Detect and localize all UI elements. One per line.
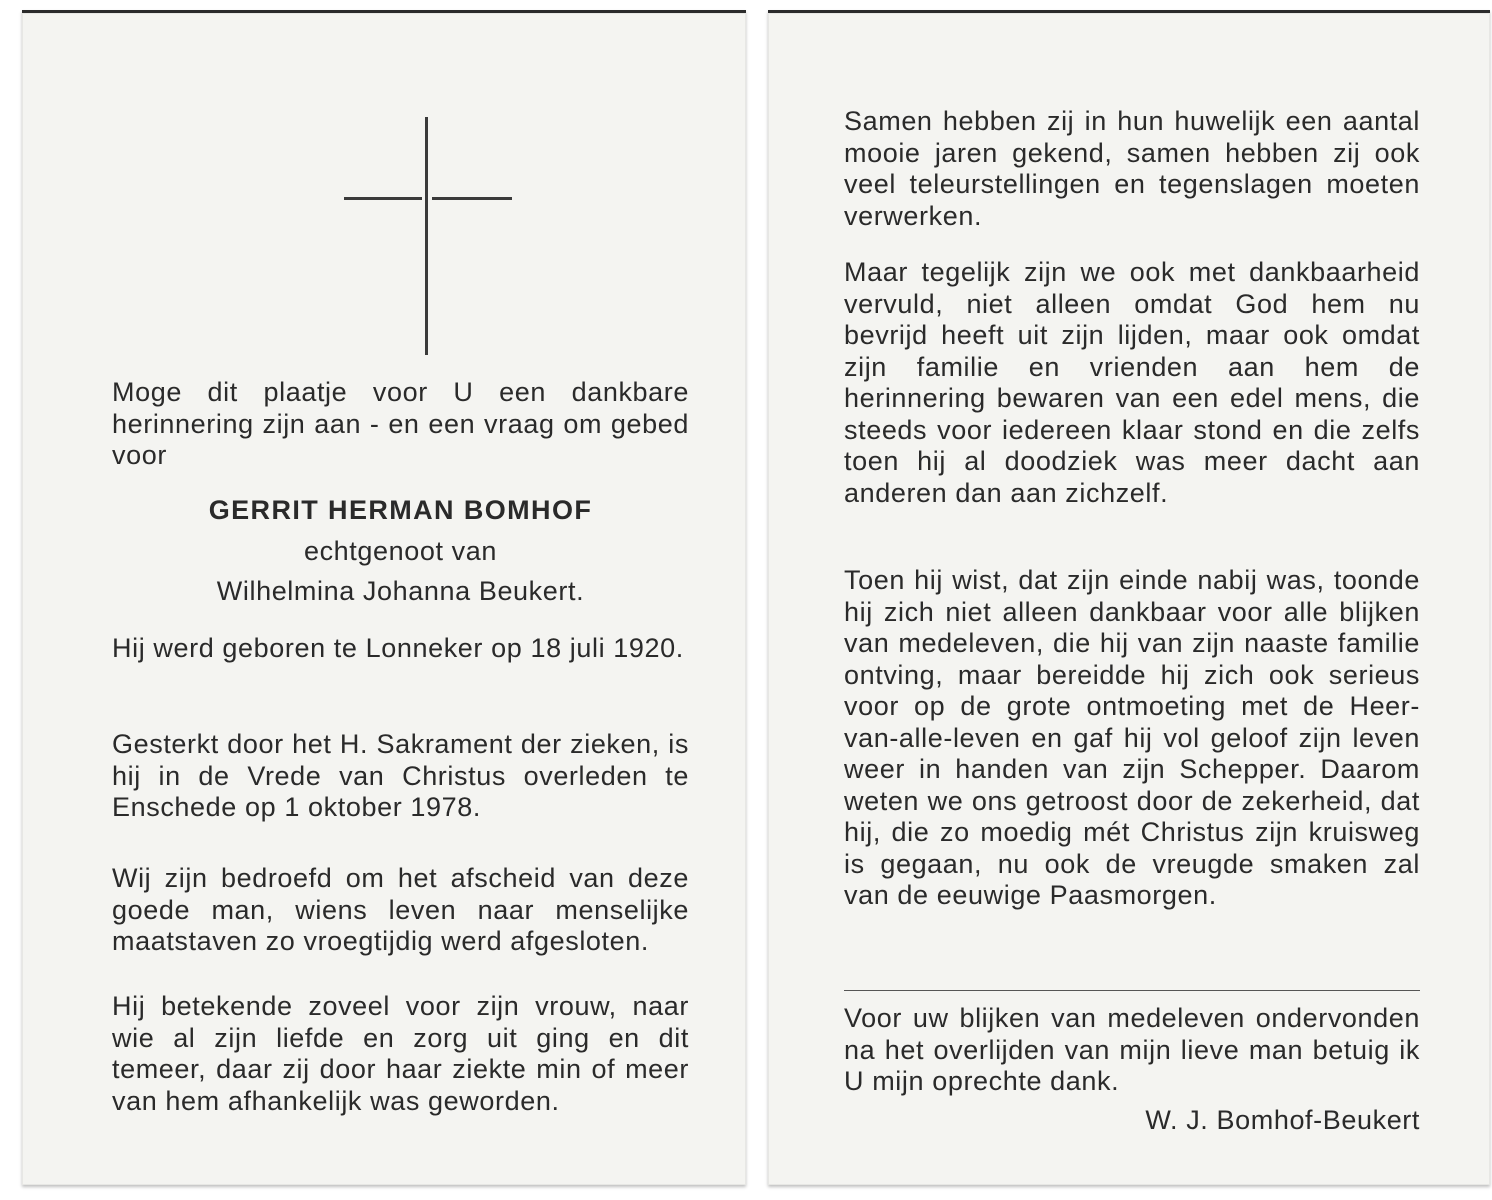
paragraph-devotion: Hij betekende zoveel voor zijn vrouw, naar wie al zijn liefde en zorg uit ging en dit temeer, daar zij door haar ziekte min of meer van hem afhankelijk was geworden. bbox=[112, 991, 689, 1116]
paragraph-grief: Wij zijn bedroefd om het afscheid van deze goede man, wiens leven naar menselijke maatstaven zo vroegtijdig werd afgesloten. bbox=[112, 863, 689, 956]
deceased-name: GERRIT HERMAN BOMHOF bbox=[208, 495, 593, 525]
paragraph-marriage: Samen hebben zij in hun huwelijk een aantal mooie jaren gekend, samen hebben zij ook veel teleurstellingen en tegenslagen moeten verwerken. bbox=[844, 106, 1420, 231]
paragraph-faith: Toen hij wist, dat zijn einde nabij was, toonde hij zich niet alleen dankbaar voor alle blijken van medeleven, die hij van zijn naaste familie ontving, maar bereidde hij zich ook serieus voor op de grote ontmoeting met de Heer-van-alle-leven en gaf hij vol geloof zijn leven weer in handen van zijn Schepper. Daarom weten we ons getroost door de zekerheid, dat hij, die zo moedig mét Christus zijn kruisweg is gegaan, nu ook de vreugde smaken zal van de eeuwige Paasmorgen. bbox=[844, 565, 1420, 910]
divider-line bbox=[844, 990, 1420, 991]
spouse-name: Wilhelmina Johanna Beukert. bbox=[216, 576, 585, 606]
paragraph-gratitude: Maar tegelijk zijn we ook met dankbaarheid vervuld, niet alleen omdat God hem nu bevrijd heeft uit zijn lijden, maar ook omdat zijn familie en vrienden aan hem de herinnering bewaren van een edel mens, die steeds voor iedereen klaar stond en die zelfs toen hij al doodziek was meer dacht aan anderen dan aan zichzelf. bbox=[844, 257, 1420, 508]
signature: W. J. Bomhof-Beukert bbox=[1145, 1105, 1420, 1135]
memorial-card-back bbox=[768, 10, 1490, 1185]
thanks-text: Voor uw blijken van medeleven ondervonden na het overlijden van mijn lieve man betuig ik U mijn oprechte dank. bbox=[844, 1003, 1420, 1096]
memorial-card-front bbox=[22, 10, 746, 1185]
intro-text: Moge dit plaatje voor U een dankbare herinnering zijn aan - en een vraag om gebed voor bbox=[112, 377, 689, 470]
death-text: Gesterkt door het H. Sakrament der zieken, is hij in de Vrede van Christus overleden te Enschede op 1 oktober 1978. bbox=[112, 729, 689, 822]
spouse-prefix: echtgenoot van bbox=[303, 536, 498, 566]
birth-text: Hij werd geboren te Lonneker op 18 juli 1920. bbox=[112, 633, 684, 663]
